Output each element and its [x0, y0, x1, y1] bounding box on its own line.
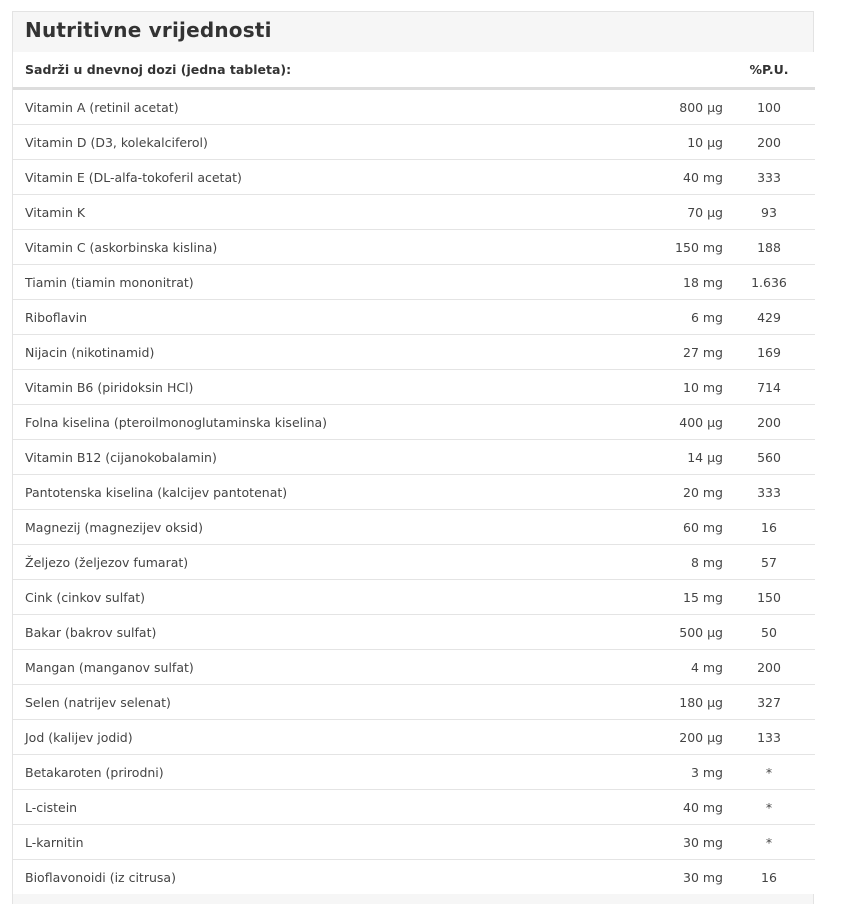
nutrient-name: Mangan (manganov sulfat) — [13, 650, 603, 685]
nutrient-name: Željezo (željezov fumarat) — [13, 545, 603, 580]
nutrient-name: Vitamin A (retinil acetat) — [13, 89, 603, 125]
table-row — [13, 89, 815, 125]
nutrient-name: Tiamin (tiamin mononitrat) — [13, 265, 603, 300]
nutrient-amount: 4 mg — [603, 650, 723, 685]
table-row — [13, 825, 815, 860]
nutrition-table — [13, 52, 815, 894]
nutrient-pu: 333 — [723, 475, 815, 510]
nutrient-name: Nijacin (nikotinamid) — [13, 335, 603, 370]
nutrient-amount: 40 mg — [603, 160, 723, 195]
table-row — [13, 475, 815, 510]
nutrient-amount: 60 mg — [603, 510, 723, 545]
nutrient-amount: 500 µg — [603, 615, 723, 650]
nutrient-name: Riboflavin — [13, 300, 603, 335]
table-row — [13, 650, 815, 685]
table-header-row — [13, 52, 815, 89]
nutrient-amount: 30 mg — [683, 869, 723, 885]
nutrient-amount: 200 µg — [603, 720, 723, 755]
header-name: Sadrži u dnevnoj dozi (jedna tableta): — [13, 52, 603, 89]
table-row — [13, 335, 815, 370]
table-row — [13, 405, 815, 440]
nutrient-name: Vitamin B12 (cijanokobalamin) — [13, 440, 603, 475]
nutrient-pu: 169 — [723, 335, 815, 370]
table-row — [13, 580, 815, 615]
nutrient-name: Pantotenska kiselina (kalcijev pantotenat) — [13, 475, 603, 510]
nutrient-pu: 93 — [723, 195, 815, 230]
nutrient-pu: 200 — [723, 125, 815, 160]
nutrient-name: Betakaroten (prirodni) — [13, 755, 603, 790]
nutrient-pu: * — [723, 755, 815, 790]
nutrient-name: Selen (natrijev selenat) — [13, 685, 603, 720]
nutrient-pu: 188 — [723, 230, 815, 265]
nutrient-amount: 70 µg — [603, 195, 723, 230]
nutrient-amount: 180 µg — [603, 685, 723, 720]
nutrient-amount: 15 mg — [603, 580, 723, 615]
header-amount — [603, 52, 723, 89]
nutrient-amount: 30 mg — [603, 825, 723, 860]
header-pu: %P.U. — [723, 52, 815, 89]
nutrient-amount: 3 mg — [603, 755, 723, 790]
nutrient-amount: 150 mg — [603, 230, 723, 265]
nutrient-name: L-cistein — [13, 790, 603, 825]
nutrient-pu: 327 — [723, 685, 815, 720]
nutrient-amount: 10 mg — [603, 370, 723, 405]
table-row — [13, 755, 815, 790]
nutrient-name: Cink (cinkov sulfat) — [13, 580, 603, 615]
table-row — [13, 860, 815, 895]
nutrition-panel — [12, 11, 814, 904]
table-row — [13, 370, 815, 405]
nutrient-pu: 714 — [723, 370, 815, 405]
nutrient-pu: 1.636 — [723, 265, 815, 300]
table-row — [13, 160, 815, 195]
table-row — [13, 195, 815, 230]
nutrient-pu: 200 — [723, 650, 815, 685]
nutrient-name: Bakar (bakrov sulfat) — [13, 615, 603, 650]
nutrient-pu: 100 — [723, 89, 815, 125]
nutrient-pu: 333 — [723, 160, 815, 195]
nutrient-name: Bioflavonoidi (iz citrusa) — [25, 869, 176, 885]
nutrient-amount: 8 mg — [603, 545, 723, 580]
table-body — [13, 89, 815, 895]
nutrient-name: Vitamin K — [13, 195, 603, 230]
nutrient-amount: 18 mg — [603, 265, 723, 300]
nutrient-name: Vitamin D (D3, kolekalciferol) — [13, 125, 603, 160]
table-row — [13, 230, 815, 265]
nutrient-pu: 429 — [723, 300, 815, 335]
nutrient-amount: 800 µg — [603, 89, 723, 125]
nutrient-pu: 150 — [723, 580, 815, 615]
nutrient-pu: * — [723, 790, 815, 825]
nutrient-amount: 10 µg — [603, 125, 723, 160]
table-row — [13, 615, 815, 650]
nutrient-amount: 400 µg — [603, 405, 723, 440]
nutrient-name: L-karnitin — [13, 825, 603, 860]
nutrient-pu: 16 — [761, 869, 777, 885]
table-row — [13, 685, 815, 720]
nutrient-amount: 20 mg — [603, 475, 723, 510]
nutrient-pu: 50 — [723, 615, 815, 650]
nutrient-name: Magnezij (magnezijev oksid) — [13, 510, 603, 545]
table-row — [13, 510, 815, 545]
nutrient-amount: 14 µg — [603, 440, 723, 475]
nutrient-name: Vitamin E (DL-alfa-tokoferil acetat) — [13, 160, 603, 195]
nutrient-name: Folna kiselina (pteroilmonoglutaminska kiselina) — [13, 405, 603, 440]
nutrient-name: Jod (kalijev jodid) — [13, 720, 603, 755]
nutrient-name: Vitamin B6 (piridoksin HCl) — [13, 370, 603, 405]
table-row — [13, 720, 815, 755]
table-row — [13, 545, 815, 580]
nutrient-pu: 560 — [723, 440, 815, 475]
table-row — [13, 440, 815, 475]
nutrient-pu: * — [723, 825, 815, 860]
table-row — [13, 265, 815, 300]
nutrient-pu: 200 — [723, 405, 815, 440]
nutrient-name: Vitamin C (askorbinska kislina) — [13, 230, 603, 265]
table-row — [13, 125, 815, 160]
nutrient-amount: 40 mg — [603, 790, 723, 825]
nutrient-pu: 16 — [723, 510, 815, 545]
nutrient-pu: 133 — [723, 720, 815, 755]
nutrient-amount: 6 mg — [603, 300, 723, 335]
nutrient-pu: 57 — [723, 545, 815, 580]
table-row — [13, 790, 815, 825]
table-row — [13, 300, 815, 335]
nutrient-amount: 27 mg — [603, 335, 723, 370]
page-title: Nutritivne vrijednosti — [25, 18, 272, 42]
